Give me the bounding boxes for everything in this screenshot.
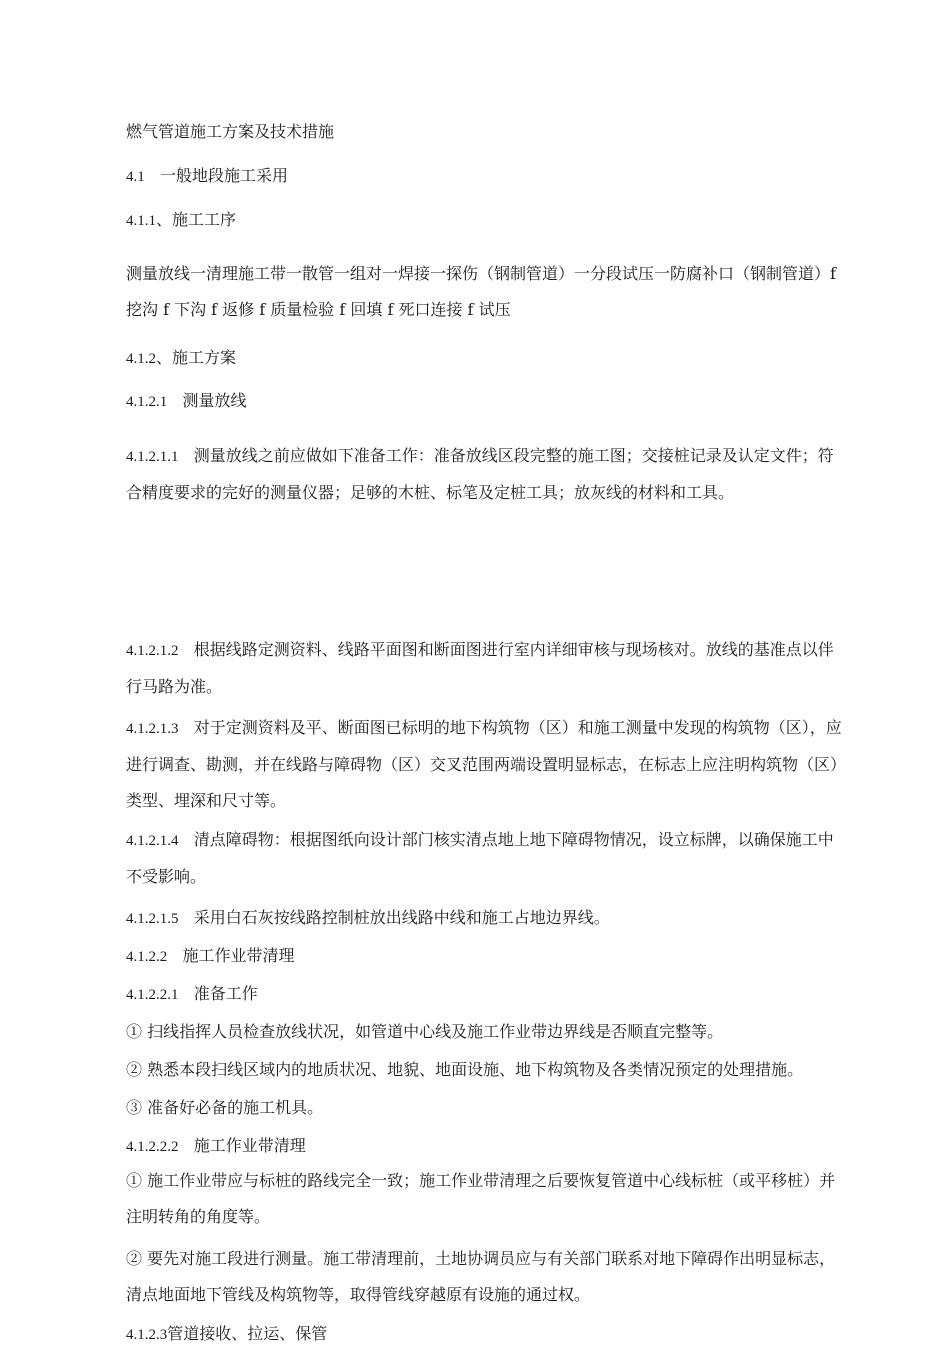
heading-4-1-2-1 <box>126 391 247 412</box>
section-number: 4.1.1 <box>126 213 156 229</box>
paragraph-text: 对于定测资料及平、断面图已标明的地下构筑物（区）和施工测量中发现的构筑物（区），应进行调查、勘测，并在线路与障碍物（区）交叉范围两端设置明显标志，在标志上应注明构筑物（区）类型、埋深和尺寸等。 <box>126 718 847 810</box>
clean-item-1: ① 施工作业带应与标桩的路线完全一致；施工作业带清理之后要恢复管道中心线标桩（或平移桩）并注明转角的角度等。 <box>126 1171 836 1226</box>
paragraph-text: 测量放线之前应做如下准备工作：准备放线区段完整的施工图；交接桩记录及认定文件；符合精度要求的完好的测量仪器；足够的木桩、标笔及定桩工具；放灰线的材料和工具。 <box>126 446 834 502</box>
prep-item-3: ③ 准备好必备的施工机具。 <box>126 1098 324 1117</box>
paragraph-text: 根据线路定测资料、线路平面图和断面图进行室内详细审核与现场核对。放线的基准点以伴行马路为准。 <box>126 640 834 696</box>
paragraph-number: 4.1.2.1.4 <box>126 833 179 849</box>
section-title: 测量放线 <box>182 391 247 410</box>
heading-4-1-1 <box>126 210 236 231</box>
paragraph-4-1-2-1-4 <box>126 822 846 895</box>
paragraph-number: 4.1.2.1.2 <box>126 643 179 659</box>
heading-4-1-2-3 <box>126 1324 327 1345</box>
heading-4-1-2-2-2 <box>126 1136 306 1157</box>
prep-item-1: ① 扫线指挥人员检查放线状况，如管道中心线及施工作业带边界线是否顺直完整等。 <box>126 1022 724 1041</box>
paragraph-4-1-2-1-2 <box>126 632 846 705</box>
paragraph-4-1-2-1-3 <box>126 710 846 819</box>
heading-4-1-2-2 <box>126 946 295 967</box>
section-number: 4.1.2.2.2 <box>126 1139 179 1155</box>
section-title: 施工作业带清理 <box>193 1136 306 1155</box>
paragraph-number: 4.1.2.1.5 <box>126 911 179 927</box>
section-number: 4.1.2.2.1 <box>126 987 179 1003</box>
section-title: 准备工作 <box>193 984 258 1003</box>
section-title: 施工作业带清理 <box>182 946 295 965</box>
section-number: 4.1.2.1 <box>126 394 168 410</box>
prep-item-2: ② 熟悉本段扫线区域内的地质状况、地貌、地面设施、地下构筑物及各类情况预定的处理措施。 <box>126 1060 804 1079</box>
heading-4-1-2 <box>126 348 236 369</box>
section-title: 管道接收、拉运、保管 <box>167 1324 328 1343</box>
section-title: 一般地段施工采用 <box>160 166 289 185</box>
heading-4-1-2-2-1 <box>126 984 258 1005</box>
heading-4-1 <box>126 166 288 187</box>
section-number: 4.1 <box>126 169 145 185</box>
clean-item-2: ② 要先对施工段进行测量。施工带清理前，土地协调员应与有关部门联系对地下障碍作出明显标志，清点地面地下管线及构筑物等，取得管线穿越原有设施的通过权。 <box>126 1249 836 1304</box>
paragraph-4-1-2-1-5 <box>126 908 610 929</box>
paragraph-number: 4.1.2.1.1 <box>126 449 179 465</box>
process-sequence-paragraph: 测量放线一清理施工带一散管一组对一焊接一探伤（钢制管道）一分段试压一防腐补口（钢制管道）f 挖沟 f 下沟 f 返修 f 质量检验 f 回填 f 死口连接 f 试压 <box>126 264 836 319</box>
paragraph-number: 4.1.2.1.3 <box>126 721 179 737</box>
paragraph-text: 清点障碍物：根据图纸向设计部门核实清点地上地下障碍物情况，设立标牌，以确保施工中不受影响。 <box>126 830 834 886</box>
section-number: 4.1.2.2 <box>126 949 168 965</box>
paragraph-4-1-2-1-1 <box>126 438 846 511</box>
section-title: 、施工方案 <box>156 348 237 367</box>
document-title: 燃气管道施工方案及技术措施 <box>126 122 335 141</box>
paragraph-text: 采用白石灰按线路控制桩放出线路中线和施工占地边界线。 <box>193 908 610 927</box>
section-number: 4.1.2 <box>126 351 156 367</box>
section-number: 4.1.2.3 <box>126 1327 168 1343</box>
section-title: 、施工工序 <box>156 210 237 229</box>
